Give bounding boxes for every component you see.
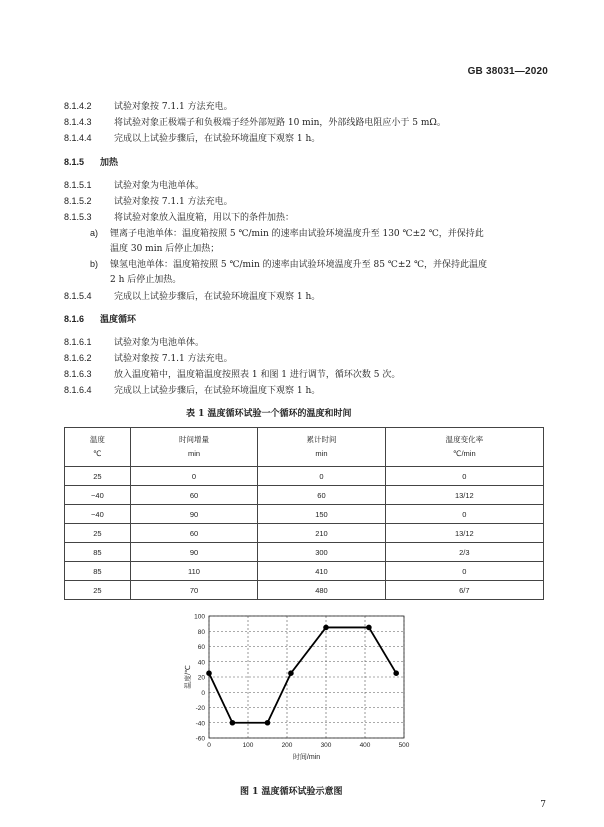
clause-text: 镍氢电池单体：温度箱按照 5 ℃/min 的速率由试验环境温度升至 85 ℃±2 ℃，并保持此温度	[110, 260, 488, 270]
text-line	[64, 156, 118, 169]
text-line	[64, 384, 320, 397]
clause-number: 8.1.5.4	[64, 291, 92, 301]
text-line	[64, 195, 233, 208]
header-text: 温度	[89, 435, 105, 444]
table-cell: −40	[65, 486, 131, 505]
data-point	[206, 670, 212, 676]
table-row	[65, 486, 544, 505]
y-tick-label: 80	[197, 628, 205, 636]
temperature-cycle-table	[64, 427, 544, 600]
table-row	[65, 543, 544, 562]
table-header	[258, 428, 385, 467]
text-line	[64, 179, 204, 192]
table-cell: 13/12	[385, 524, 543, 543]
table-caption: 表 1 温度循环试验一个循环的温度和时间	[186, 409, 352, 419]
data-point	[393, 670, 399, 676]
text-line	[90, 274, 181, 286]
clause-text: 试验对象为电池单体。	[114, 338, 205, 348]
header-text: min	[187, 449, 201, 458]
text-line	[64, 100, 233, 113]
clause-number: 8.1.6.4	[64, 385, 92, 395]
standard-code: GB 38031—2020	[467, 66, 548, 77]
header-text: 温度变化率	[445, 435, 484, 444]
table-cell: 0	[258, 467, 385, 486]
y-tick-label: 40	[197, 659, 205, 667]
clause-number: 8.1.4.3	[64, 117, 92, 127]
clause-number: 8.1.5.3	[64, 212, 92, 222]
table-cell: 85	[65, 543, 131, 562]
table-cell: 110	[130, 562, 257, 581]
table-cell: 0	[385, 505, 543, 524]
y-tick-label: 20	[197, 674, 205, 682]
clause-number: 8.1.6.3	[64, 369, 92, 379]
clause-text: 试验对象按 7.1.1 方法充电。	[114, 354, 233, 364]
x-tick-label: 500	[398, 742, 410, 749]
text-line	[64, 368, 400, 381]
table-header	[65, 428, 131, 467]
table-cell: 60	[130, 486, 257, 505]
clause-text: 试验对象按 7.1.1 方法充电。	[114, 197, 233, 207]
clause-text: 试验对象为电池单体。	[114, 181, 205, 191]
y-tick-label: 100	[194, 613, 205, 621]
page-number: 7	[540, 800, 546, 810]
table-cell: 90	[130, 505, 257, 524]
table-cell: 0	[130, 467, 257, 486]
table-cell: 150	[258, 505, 385, 524]
table-cell: 60	[130, 524, 257, 543]
x-axis-label: 时间/min	[292, 754, 321, 761]
y-axis-label: 温度/℃	[185, 665, 192, 689]
clause-text: 温度 30 min 后停止加热；	[110, 244, 220, 254]
clause-text: 放入温度箱中，温度箱温度按照表 1 和图 1 进行调节，循环次数 5 次。	[114, 370, 401, 380]
clause-text: 锂离子电池单体：温度箱按照 5 ℃/min 的速率由试验环境温度升至 130 ℃±2 ℃，并保持此	[110, 229, 484, 239]
table-cell: 0	[385, 562, 543, 581]
clause-text: 将试验对象正极端子和负极端子经外部短路 10 min，外部线路电阻应小于 5 mΩ。	[114, 118, 446, 128]
clause-text: 加热	[100, 158, 119, 168]
x-tick-label: 100	[242, 742, 254, 749]
x-tick-label: 0	[207, 742, 211, 749]
header-text: ℃	[93, 449, 102, 458]
text-line	[64, 313, 136, 326]
table-row	[65, 524, 544, 543]
clause-number: b)	[90, 259, 99, 269]
table-header	[130, 428, 257, 467]
table-cell: 13/12	[385, 486, 543, 505]
header-text: 累计时间	[306, 435, 337, 444]
text-line	[90, 258, 487, 271]
text-line	[64, 132, 320, 145]
table-cell: 6/7	[385, 581, 543, 600]
table-cell: 210	[258, 524, 385, 543]
table-cell: 300	[258, 543, 385, 562]
clause-number: 8.1.5.2	[64, 196, 92, 206]
data-point	[230, 720, 236, 726]
clause-text: 温度循环	[100, 315, 137, 325]
y-tick-label: 60	[197, 644, 205, 651]
table-cell: 480	[258, 581, 385, 600]
x-tick-label: 200	[281, 742, 293, 749]
table-cell: 90	[130, 543, 257, 562]
clause-text: 完成以上试验步骤后，在试验环境温度下观察 1 h。	[114, 292, 321, 302]
clause-text: 完成以上试验步骤后，在试验环境温度下观察 1 h。	[114, 134, 321, 144]
header-text: ℃/min	[453, 449, 476, 458]
figure-caption: 图 1 温度循环试验示意图	[240, 787, 343, 797]
clause-text: 试验对象按 7.1.1 方法充电。	[114, 102, 233, 112]
clause-number: 8.1.6.2	[64, 353, 92, 363]
table-cell: 0	[385, 467, 543, 486]
text-line	[64, 211, 294, 224]
table-cell: 25	[65, 467, 131, 486]
table-cell: 60	[258, 486, 385, 505]
table-cell: 70	[130, 581, 257, 600]
header-text: 时间增量	[179, 435, 209, 444]
y-tick-label: -40	[195, 720, 205, 728]
table-header	[385, 428, 543, 467]
table-cell: 85	[65, 562, 131, 581]
table-cell: 2/3	[385, 543, 543, 562]
data-point	[288, 670, 294, 676]
y-tick-label: 0	[201, 689, 205, 697]
header-text: min	[315, 449, 328, 458]
clause-number: 8.1.6	[64, 314, 85, 324]
text-line	[64, 336, 204, 349]
clause-number: 8.1.5.1	[64, 180, 92, 190]
temperature-cycle-chart	[180, 608, 430, 780]
table-cell: 25	[65, 581, 131, 600]
data-point	[265, 720, 271, 726]
clause-number: 8.1.6.1	[64, 337, 92, 347]
table-row	[65, 505, 544, 524]
table-cell: 410	[258, 562, 385, 581]
x-tick-label: 300	[320, 742, 332, 749]
table-row	[65, 581, 544, 600]
clause-number: 8.1.4.2	[64, 101, 92, 111]
y-tick-label: -60	[195, 735, 205, 743]
text-line	[90, 227, 484, 240]
x-tick-label: 400	[359, 742, 371, 749]
text-line	[64, 290, 320, 303]
text-line	[64, 116, 446, 129]
clause-text: 完成以上试验步骤后，在试验环境温度下观察 1 h。	[114, 386, 321, 396]
clause-text: 2 h 后停止加热。	[110, 275, 182, 285]
table-cell: −40	[65, 505, 131, 524]
table-row	[65, 467, 544, 486]
text-line	[90, 243, 219, 255]
data-point	[366, 625, 372, 631]
y-tick-label: -20	[195, 705, 205, 712]
table-row	[65, 562, 544, 581]
data-point	[323, 625, 329, 631]
table-cell: 25	[65, 524, 131, 543]
text-line	[64, 352, 233, 365]
clause-number: a)	[90, 228, 99, 238]
clause-number: 8.1.5	[64, 157, 85, 167]
clause-text: 将试验对象放入温度箱，用以下的条件加热：	[114, 213, 295, 223]
clause-number: 8.1.4.4	[64, 133, 92, 143]
series-line	[209, 627, 396, 722]
